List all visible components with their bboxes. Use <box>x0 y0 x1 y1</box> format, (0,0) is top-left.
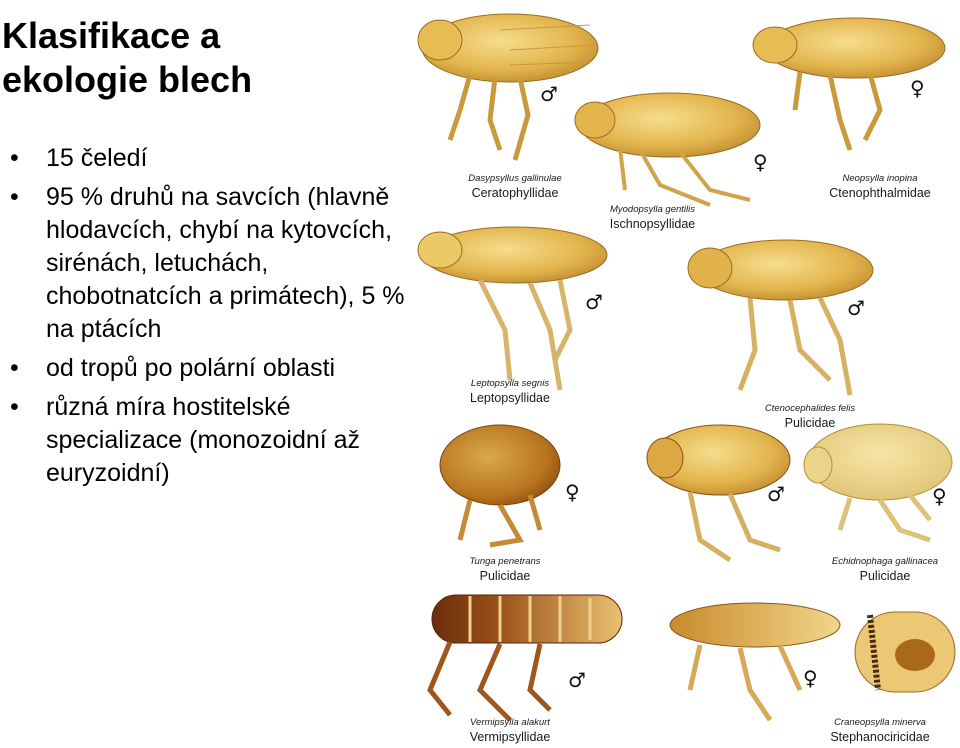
flea-drawing <box>575 93 760 205</box>
female-symbol-icon: ♀ <box>565 480 580 504</box>
flea-drawing <box>440 425 560 545</box>
bullet-dot-icon: • <box>10 354 19 382</box>
flea-drawing <box>430 595 622 720</box>
specimen-label: Myodopsylla gentilis Ischnopsyllidae <box>609 204 696 231</box>
female-symbol-icon: ♀ <box>910 76 925 100</box>
specimen-label: Ctenocephalides felis Pulicidae <box>764 403 856 430</box>
title-line-2: ekologie blech <box>2 59 253 100</box>
male-symbol-icon: ♂ <box>585 290 603 314</box>
bullet-dot-icon: • <box>10 144 19 172</box>
flea-illustrations <box>410 0 960 748</box>
flea-drawing <box>418 14 598 160</box>
flea-drawing <box>804 424 952 540</box>
specimen-label: Tunga penetrans Pulicidae <box>469 556 541 583</box>
specimen-label: Craneopsylla minerva Stephanociricidae <box>830 717 930 744</box>
bullet-item: • 95 % druhů na savcích (hlavně hlodavcích, chybí na kytovcích, sirénách, letuchách, chobotnatcích a primátech), 5 % na ptácích <box>10 183 405 343</box>
bullet-item: • 15 čeledí <box>10 142 410 175</box>
flea-drawing <box>688 240 873 395</box>
flea-drawing <box>418 227 607 390</box>
slide-title <box>2 14 402 102</box>
male-symbol-icon: ♂ <box>540 82 558 106</box>
title-line-1: Klasifikace a <box>2 15 221 56</box>
bullet-item: • různá míra hostitelské specializace (monozoidní až euryzoidní) <box>10 393 361 487</box>
bullet-item: • od tropů po polární oblasti <box>10 352 410 385</box>
female-symbol-icon: ♀ <box>753 150 768 174</box>
bullet-list <box>10 142 410 496</box>
flea-drawing <box>670 603 840 720</box>
flea-drawing <box>855 612 955 692</box>
specimen-label: Neopsylla inopina Ctenophthalmidae <box>829 173 931 200</box>
bullet-dot-icon: • <box>10 393 19 421</box>
specimen-label: Vermipsylla alakurt Vermipsyllidae <box>469 717 551 744</box>
male-symbol-icon: ♂ <box>568 668 586 692</box>
specimen-label: Dasypsyllus gallinulae Ceratophyllidae <box>468 173 562 200</box>
female-symbol-icon: ♀ <box>803 666 818 690</box>
bullet-dot-icon: • <box>10 183 19 211</box>
male-symbol-icon: ♂ <box>767 482 785 506</box>
flea-plate-image <box>410 0 960 748</box>
female-symbol-icon: ♀ <box>932 484 947 508</box>
specimen-label: Echidnophaga gallinacea Pulicidae <box>831 556 939 583</box>
male-symbol-icon: ♂ <box>847 296 865 320</box>
specimen-label: Leptopsylla segnis Leptopsyllidae <box>470 378 550 405</box>
